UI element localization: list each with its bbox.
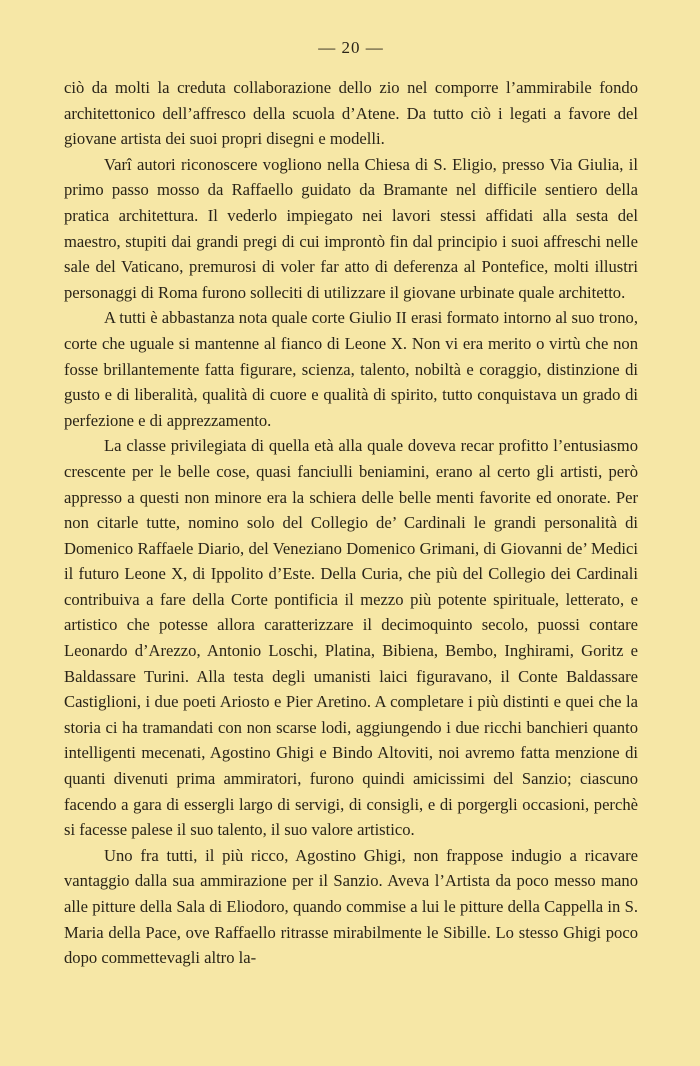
body-text bbox=[64, 75, 638, 971]
paragraph: A tutti è abbastanza nota quale corte Giulio II erasi formato intorno al suo trono, corte che uguale si mantenne al fianco di Leone X. Non vi era merito o virtù che non fosse brillantemente fatta figurare, scienza, talento, nobiltà e coraggio, distinzione di gusto e di liberalità, qualità di cuore e qualità di spirito, tutto conquistava un grado di perfezione e di apprezzamento. bbox=[64, 308, 638, 430]
paragraph: La classe privilegiata di quella età alla quale doveva recar profitto l’entusiasmo crescente per le belle cose, quasi fanciulli beniamini, erano al certo gli artisti, però appresso a questi non minore era la schiera delle belle menti favorite ed onorate. Per non citarle tutte, nomino solo del Collegio de’ Cardinali le grandi personalità di Domenico Raffaele Diario, del Veneziano Domenico Grimani, di Giovanni de’ Medici il futuro Leone X, di Ippolito d’Este. Della Curia, che più del Collegio dei Cardinali contribuiva a fare della Corte pontificia il mezzo più potente spirituale, letterato, e artistico che potesse allora caratterizzare il decimoquinto secolo, puossi contare Leonardo d’Arezzo, Antonio Loschi, Platina, Bibiena, Bembo, Inghirami, Goritz e Baldassare Turini. Alla testa degli umanisti laici figuravano, il Conte Baldassare Castiglioni, i due poeti Ariosto e Pier Aretino. A completare i più distinti e quei che la storia ci ha tramandati con non scarse lodi, aggiungendo i due ricchi banchieri quanto intelligenti mecenati, Agostino Ghigi e Bindo Altoviti, noi avremo fatta menzione di quanti divenuti prima ammiratori, furono quindi amicissimi del Sanzio; ciascuno facendo a gara di essergli largo di servigi, di consigli, e di porgergli occasioni, perchè si facesse palese il suo talento, il suo valore artistico. bbox=[64, 436, 638, 840]
paragraph: Varî autori riconoscere vogliono nella Chiesa di S. Eligio, presso Via Giulia, il primo passo mosso da Raffaello guidato da Bramante nel difficile sentiero della pratica architettura. Il vederlo impiegato nei lavori stessi affidati alla sesta del maestro, stupiti dai grandi pregi di cui improntò fin dal principio i suoi affreschi nelle sale del Vaticano, premurosi di voler far atto di deferenza al Pontefice, molti illustri personaggi di Roma furono solleciti di utilizzare il giovane urbinate quale architetto. bbox=[64, 154, 638, 302]
page-number: — 20 — bbox=[318, 38, 384, 57]
paragraph: ciò da molti la creduta collaborazione dello zio nel comporre l’ammirabile fondo architettonico dell’affresco della scuola d’Atene. Da tutto ciò i legati a favore del giovane artista dei suoi propri disegni e modelli. bbox=[64, 78, 638, 149]
paragraph: Uno fra tutti, il più ricco, Agostino Ghigi, non frappose indugio a ricavare vantaggio dalla sua ammirazione per il Sanzio. Aveva l’Artista da poco messo mano alle pitture della Sala di Eliodoro, quando commise a lui le pitture della Cappella in S. Maria della Pace, ove Raffaello ritrasse mirabilmente le Sibille. Lo stesso Ghigi poco dopo commettevagli altro la- bbox=[64, 845, 638, 968]
